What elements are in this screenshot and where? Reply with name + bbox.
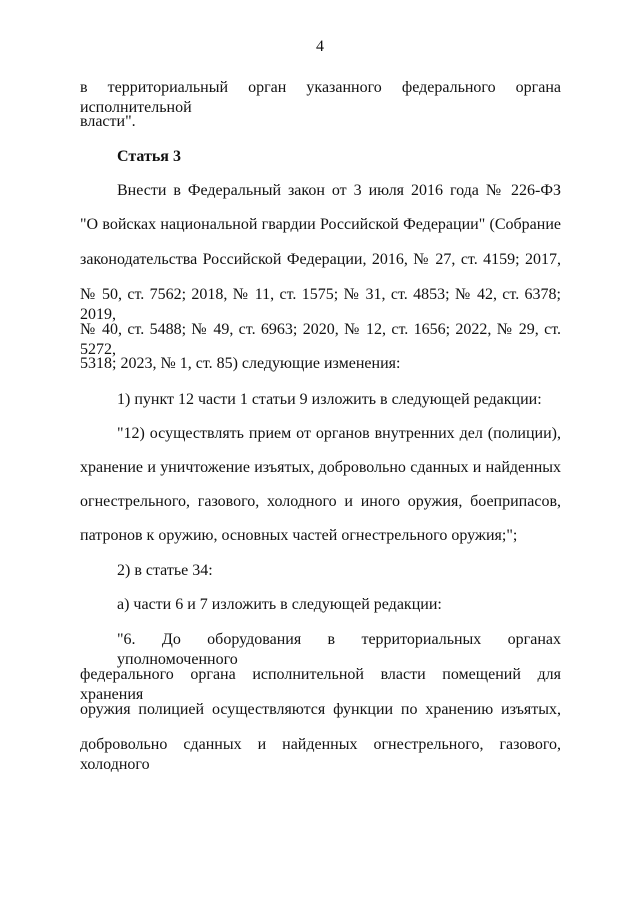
text-line: Внести в Федеральный закон от 3 июля 2016 года № 226-ФЗ [117,182,561,199]
text-line: оружия полицией осуществляются функции по хранению изъятых, [80,701,561,718]
text-line: законодательства Российской Федерации, 2016, № 27, ст. 4159; 2017, [80,251,561,268]
text-line: "6. До оборудования в территориальных органах уполномоченного [117,631,561,668]
text-line: № 50, ст. 7562; 2018, № 11, ст. 1575; № 31, ст. 4853; № 42, ст. 6378; 2019, [80,286,561,323]
text-line: "О войсках национальной гвардии Российской Федерации" (Собрание [80,216,561,233]
text-line: хранение и уничтожение изъятых, добровольно сданных и найденных [80,459,561,476]
text-line: № 40, ст. 5488; № 49, ст. 6963; 2020, № 12, ст. 1656; 2022, № 29, ст. 5272, [80,321,561,358]
page-number: 4 [316,38,324,55]
text-line: в территориальный орган указанного федерального органа исполнительной [80,79,561,116]
text-line: 1) пункт 12 части 1 статьи 9 изложить в следующей редакции: [117,391,542,408]
text-line: а) части 6 и 7 изложить в следующей редакции: [117,596,442,613]
text-line: 2) в статье 34: [117,562,213,579]
text-line: добровольно сданных и найденных огнестрельного, газового, холодного [80,736,561,773]
text-line: 5318; 2023, № 1, ст. 85) следующие изменения: [80,355,401,372]
text-line: федерального органа исполнительной власти помещений для хранения [80,666,561,703]
text-line: патронов к оружию, основных частей огнестрельного оружия;"; [80,527,518,544]
text-line: огнестрельного, газового, холодного и иного оружия, боеприпасов, [80,493,561,510]
text-line: власти". [80,113,136,130]
text-line: "12) осуществлять прием от органов внутренних дел (полиции), [117,425,561,442]
article-heading: Статья 3 [117,148,181,165]
